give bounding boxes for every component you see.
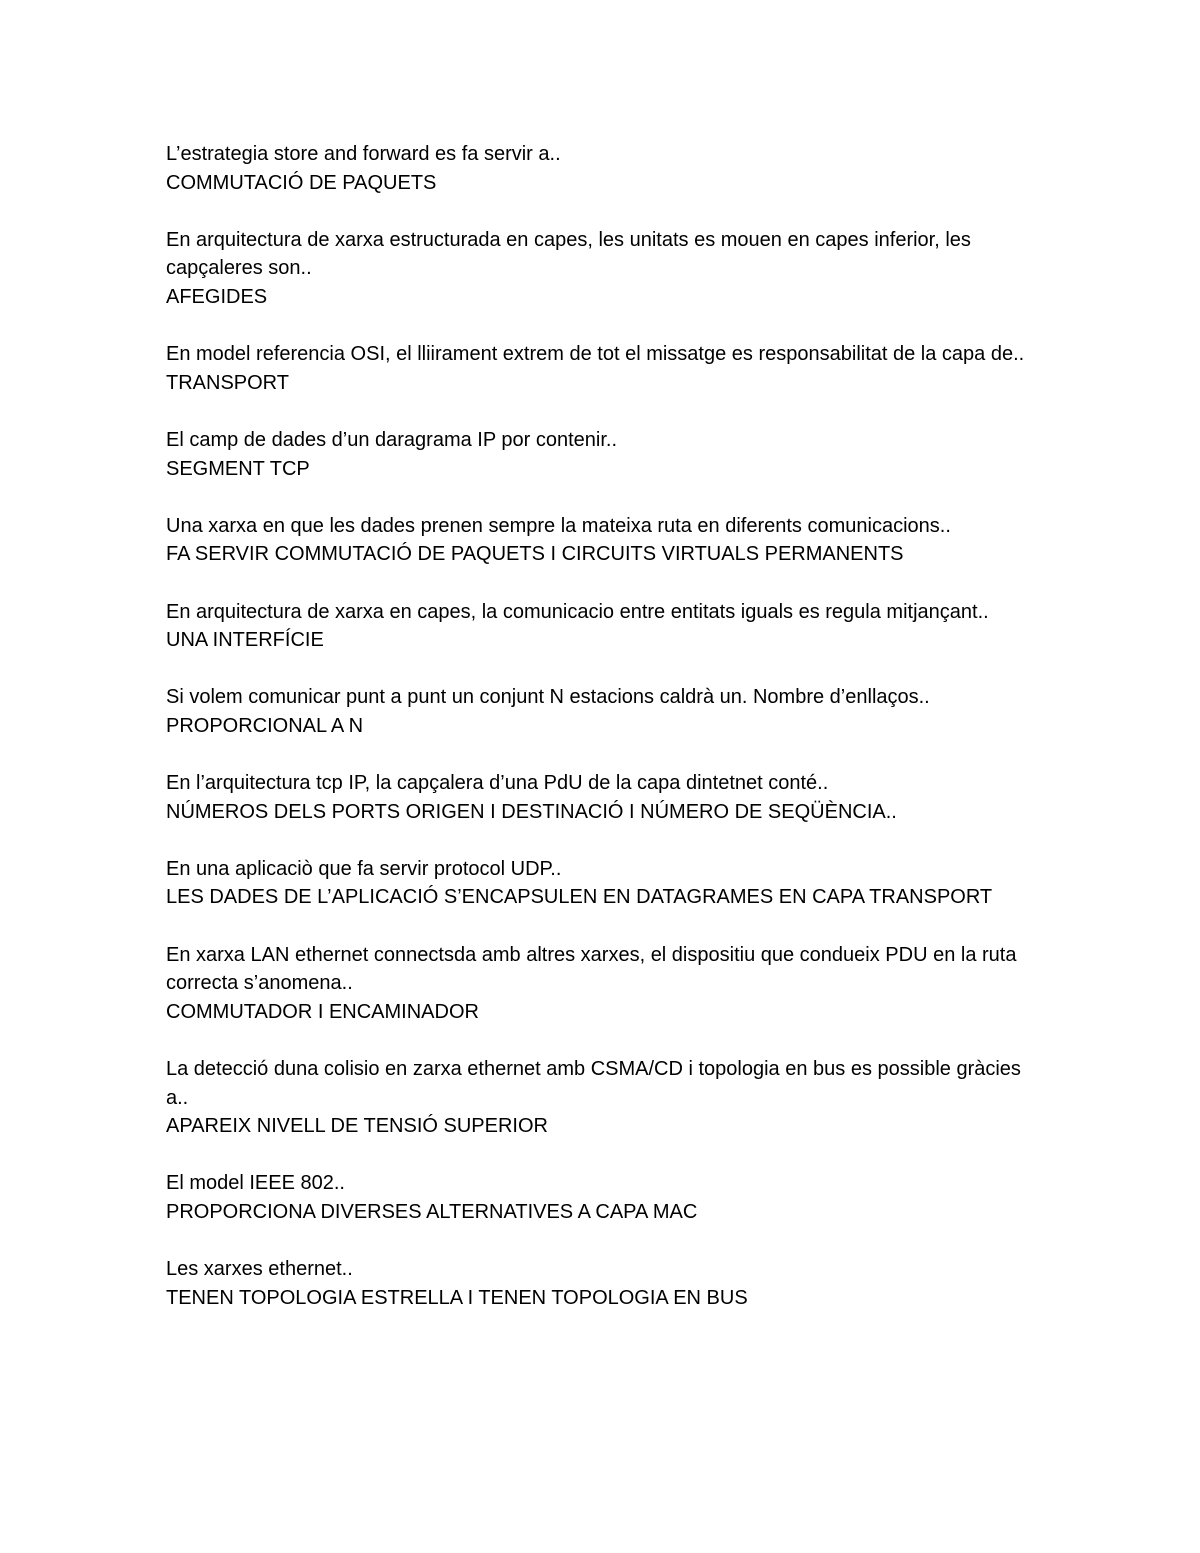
question-text: Si volem comunicar punt a punt un conjunt N estacions caldrà un. Nombre d’enllaços.. [166, 686, 930, 709]
qa-item [166, 598, 1046, 655]
answer-text: PROPORCIONAL A N [166, 714, 364, 737]
qa-item [166, 769, 1046, 826]
qa-item [166, 1055, 1046, 1141]
answer-text: AFEGIDES [166, 285, 268, 308]
question-text: Una xarxa en que les dades prenen sempre la mateixa ruta en diferents comunicacions.. [166, 514, 951, 537]
answer-text: COMMUTACIÓ DE PAQUETS [166, 171, 437, 194]
answer-text: UNA INTERFÍCIE [166, 629, 324, 652]
question-text: El camp de dades d’un daragrama IP por contenir.. [166, 428, 618, 451]
answer-text: SEGMENT TCP [166, 457, 310, 480]
qa-item [166, 855, 1046, 912]
answer-text: COMMUTADOR I ENCAMINADOR [166, 1000, 479, 1023]
qa-item [166, 512, 1046, 569]
qa-item [166, 426, 1046, 483]
question-text: L’estrategia store and forward es fa servir a.. [166, 143, 561, 165]
question-text: En xarxa LAN ethernet connectsda amb altres xarxes, el dispositiu que condueix PDU en la ruta correcta s’anomena.. [166, 943, 1017, 995]
answer-text: APAREIX NIVELL DE TENSIÓ SUPERIOR [166, 1115, 548, 1138]
qa-item [166, 226, 1046, 312]
qa-item [166, 140, 1046, 197]
question-text: Les xarxes ethernet.. [166, 1258, 353, 1281]
qa-item [166, 683, 1046, 740]
answer-text: LES DADES DE L’APLICACIÓ S’ENCAPSULEN EN DATAGRAMES EN CAPA TRANSPORT [166, 886, 993, 909]
question-text: En una aplicaciò que fa servir protocol UDP.. [166, 857, 562, 880]
answer-text: FA SERVIR COMMUTACIÓ DE PAQUETS I CIRCUITS VIRTUALS PERMANENTS [166, 543, 904, 566]
answer-text: TENEN TOPOLOGIA ESTRELLA I TENEN TOPOLOGIA EN BUS [166, 1286, 748, 1309]
answer-text: NÚMEROS DELS PORTS ORIGEN I DESTINACIÓ I NÚMERO DE SEQÜÈNCIA.. [166, 800, 897, 823]
answer-text: PROPORCIONA DIVERSES ALTERNATIVES A CAPA MAC [166, 1200, 698, 1223]
qa-item [166, 941, 1046, 1027]
document-body [166, 140, 1046, 1341]
question-text: En arquitectura de xarxa estructurada en capes, les unitats es mouen en capes inferior, les capçaleres son.. [166, 228, 971, 280]
question-text: La detecció duna colisio en zarxa ethernet amb CSMA/CD i topologia en bus es possible gràcies a.. [166, 1058, 1021, 1109]
question-text: En l’arquitectura tcp IP, la capçalera d’una PdU de la capa dintetnet conté.. [166, 772, 829, 795]
qa-item [166, 1169, 1046, 1226]
question-text: En arquitectura de xarxa en capes, la comunicacio entre entitats iguals es regula mitjançant.. [166, 600, 989, 623]
question-text: El model IEEE 802.. [166, 1172, 345, 1195]
qa-item [166, 1255, 1046, 1312]
question-text: En model referencia OSI, el lliirament extrem de tot el missatge es responsabilitat de la capa de.. [166, 343, 1025, 366]
answer-text: TRANSPORT [166, 371, 289, 394]
qa-item [166, 340, 1046, 397]
